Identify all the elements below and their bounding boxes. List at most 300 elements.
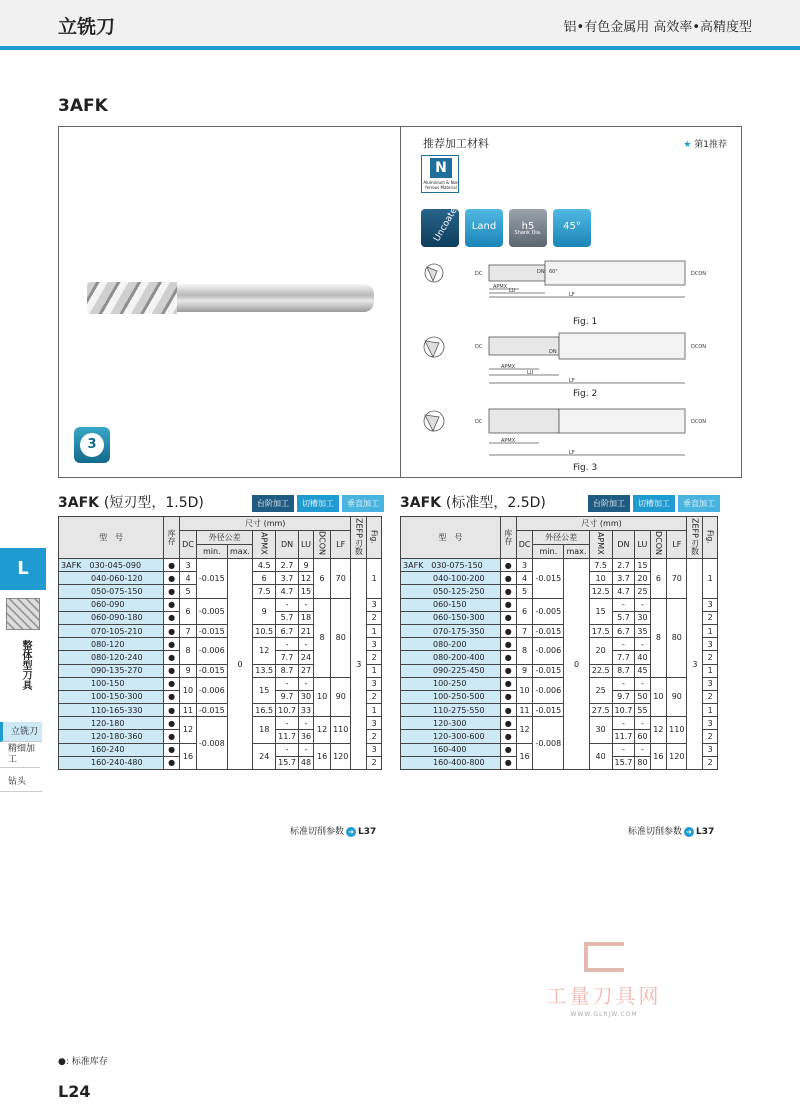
table-row bbox=[59, 677, 382, 690]
fig2-lf-label: LF bbox=[569, 378, 575, 384]
dn-value: 9.7 bbox=[612, 690, 635, 703]
tol-max: 0 bbox=[227, 559, 253, 770]
dn-header-r: DN bbox=[612, 531, 635, 559]
tol-min: -0.015 bbox=[533, 704, 564, 717]
dc-value: 10 bbox=[516, 677, 533, 703]
dn-value: 2.7 bbox=[612, 559, 635, 572]
fig1-lf-label: LF bbox=[569, 292, 575, 298]
lu-value: 36 bbox=[298, 730, 313, 743]
dc-value: 16 bbox=[516, 743, 533, 769]
dc-value: 9 bbox=[516, 664, 533, 677]
material-caption: Aluminium & Non ferrous Material bbox=[423, 180, 459, 190]
first-recommend-text: 第1推荐 bbox=[694, 140, 727, 150]
dn-value: 15.7 bbox=[276, 756, 299, 769]
product-panel bbox=[58, 126, 742, 478]
fig-value: 2 bbox=[703, 690, 718, 703]
dc-value: 5 bbox=[180, 585, 197, 598]
dcon-value: 12 bbox=[314, 717, 331, 743]
right-table-model: 3AFK bbox=[400, 495, 441, 511]
lu-value: 48 bbox=[298, 756, 313, 769]
stock-dot: ● bbox=[500, 730, 516, 743]
dc-value: 6 bbox=[516, 598, 533, 624]
dcon-value: 10 bbox=[650, 677, 667, 717]
model-code: 080-200 bbox=[401, 638, 501, 651]
fig-value: 2 bbox=[703, 651, 718, 664]
fig-value: 3 bbox=[367, 717, 382, 730]
lu-value: 50 bbox=[635, 690, 650, 703]
fig3-apmx-label: APMX bbox=[501, 438, 516, 444]
fig3-dcon-label: DCON bbox=[691, 419, 707, 425]
technical-drawings bbox=[409, 253, 739, 475]
tag-step: 台阶加工 bbox=[252, 495, 294, 512]
model-code: 030-045-090 bbox=[85, 559, 163, 572]
fig-value: 3 bbox=[367, 598, 382, 611]
lu-header: LU bbox=[298, 531, 313, 559]
endmill-shank bbox=[169, 284, 374, 312]
fig1-dcon-label: DCON bbox=[691, 271, 707, 277]
fig1-apmx-label: APMX bbox=[493, 284, 508, 290]
stock-dot: ● bbox=[164, 611, 180, 624]
dn-value: - bbox=[612, 598, 635, 611]
tol-min: -0.006 bbox=[533, 677, 564, 703]
dn-value: 6.7 bbox=[276, 624, 299, 637]
shank-dia-text: Shank Dia. bbox=[514, 230, 542, 236]
apmx-value: 40 bbox=[589, 743, 612, 769]
lf-value: 120 bbox=[667, 743, 687, 769]
std-ref-page: L37 bbox=[358, 827, 377, 837]
std-ref-label-r: 标准切削参数 bbox=[628, 827, 683, 837]
fig1-caption: Fig. 1 bbox=[573, 317, 598, 327]
model-code: 160-240 bbox=[59, 743, 164, 756]
dc-value: 4 bbox=[516, 572, 533, 585]
min-header-r: min. bbox=[533, 545, 564, 559]
fig-value: 2 bbox=[367, 611, 382, 624]
dc-value: 3 bbox=[516, 559, 533, 572]
model-code: 040-100-200 bbox=[401, 572, 501, 585]
apmx-value: 22.5 bbox=[589, 664, 612, 677]
size-header-r: 尺寸 (mm) bbox=[516, 517, 687, 531]
lu-value: 30 bbox=[635, 611, 650, 624]
lu-value: 80 bbox=[635, 756, 650, 769]
model-code: 120-300-600 bbox=[401, 730, 501, 743]
model-code: 160-240-480 bbox=[59, 756, 164, 769]
model-code: 100-250 bbox=[401, 677, 501, 690]
fig2-caption: Fig. 2 bbox=[573, 389, 598, 399]
fig-value: 1 bbox=[703, 664, 718, 677]
page-number: L24 bbox=[58, 1082, 91, 1101]
stock-dot: ● bbox=[164, 730, 180, 743]
stock-dot: ● bbox=[500, 756, 516, 769]
fig-header: Fig. bbox=[367, 517, 382, 559]
fig-value: 3 bbox=[367, 638, 382, 651]
series-name: 3AFK bbox=[401, 559, 428, 572]
flute-count-badge bbox=[74, 427, 110, 463]
dn-value: 7.7 bbox=[612, 651, 635, 664]
lf-value: 70 bbox=[331, 559, 351, 599]
lu-value: 55 bbox=[635, 704, 650, 717]
tol-min: -0.005 bbox=[196, 598, 227, 624]
h5-shank-icon bbox=[509, 209, 547, 247]
lf-value: 110 bbox=[331, 717, 351, 743]
dn-value: 4.7 bbox=[276, 585, 299, 598]
zefp-value: 3 bbox=[687, 559, 703, 770]
land-text: Land bbox=[471, 221, 497, 232]
uncoated-icon bbox=[421, 201, 463, 247]
sidebar-item-drill[interactable]: 钻头 bbox=[0, 772, 42, 792]
dc-value: 11 bbox=[180, 704, 197, 717]
lu-value: - bbox=[298, 677, 313, 690]
dn-value: - bbox=[276, 717, 299, 730]
apmx-value: 10.5 bbox=[253, 624, 276, 637]
stock-dot: ● bbox=[500, 624, 516, 637]
lf-value: 90 bbox=[667, 677, 687, 717]
apmx-value: 4.5 bbox=[253, 559, 276, 572]
sidebar-item-endmill[interactable]: 立铣刀 bbox=[0, 722, 42, 742]
lu-value: 20 bbox=[635, 572, 650, 585]
lf-value: 80 bbox=[667, 598, 687, 677]
apmx-value: 30 bbox=[589, 717, 612, 743]
model-code: 050-125-250 bbox=[401, 585, 501, 598]
table-row bbox=[59, 559, 382, 572]
model-code: 120-180-360 bbox=[59, 730, 164, 743]
stock-dot: ● bbox=[500, 743, 516, 756]
lu-header-r: LU bbox=[635, 531, 650, 559]
left-tags bbox=[252, 495, 384, 512]
tol-min: -0.008 bbox=[533, 717, 564, 770]
dcon-header: DCON bbox=[314, 531, 331, 559]
tol-header: 外径公差 bbox=[196, 531, 252, 545]
right-spec-table bbox=[400, 516, 718, 770]
model-title: 3AFK bbox=[58, 96, 108, 116]
tol-min: -0.015 bbox=[196, 704, 227, 717]
fig2-dn-label: DN bbox=[549, 349, 557, 355]
fig-value: 1 bbox=[703, 559, 718, 599]
lu-value: 35 bbox=[635, 624, 650, 637]
stock-header: 库存 bbox=[164, 517, 180, 559]
stock-dot: ● bbox=[500, 664, 516, 677]
stock-legend: ●: 标准库存 bbox=[58, 1057, 108, 1067]
stock-dot: ● bbox=[164, 572, 180, 585]
stock-dot: ● bbox=[164, 598, 180, 611]
lu-value: 25 bbox=[635, 585, 650, 598]
lf-value: 80 bbox=[331, 598, 351, 677]
dc-value: 11 bbox=[516, 704, 533, 717]
fig-value: 2 bbox=[703, 756, 718, 769]
lu-value: 15 bbox=[635, 559, 650, 572]
fig-value: 1 bbox=[367, 704, 382, 717]
lu-value: - bbox=[635, 743, 650, 756]
fig-header-r: Fig. bbox=[703, 517, 718, 559]
dn-value: 11.7 bbox=[276, 730, 299, 743]
dn-value: - bbox=[276, 638, 299, 651]
lu-value: 24 bbox=[298, 651, 313, 664]
table-row bbox=[401, 559, 718, 572]
dn-value: 11.7 bbox=[612, 730, 635, 743]
watermark-logo-icon bbox=[584, 942, 624, 972]
max-header-r: max. bbox=[564, 545, 590, 559]
lu-value: 18 bbox=[298, 611, 313, 624]
model-code: 060-090-180 bbox=[59, 611, 164, 624]
tol-header-r: 外径公差 bbox=[533, 531, 589, 545]
apmx-header: APMX bbox=[253, 531, 276, 559]
stock-dot: ● bbox=[164, 717, 180, 730]
lu-value: 9 bbox=[298, 559, 313, 572]
dn-value: - bbox=[612, 717, 635, 730]
lu-value: - bbox=[635, 638, 650, 651]
fig2-lu-label: LU bbox=[527, 370, 534, 376]
fig-value: 3 bbox=[367, 743, 382, 756]
fig-value: 2 bbox=[703, 730, 718, 743]
zefp-value: 3 bbox=[351, 559, 367, 770]
tag-plunge: 垂直加工 bbox=[342, 495, 384, 512]
dn-value: - bbox=[612, 677, 635, 690]
std-ref-label: 标准切削参数 bbox=[290, 827, 345, 837]
min-header: min. bbox=[196, 545, 227, 559]
dcon-header-r: DCON bbox=[650, 531, 667, 559]
fig2-apmx-label: APMX bbox=[501, 364, 516, 370]
stock-dot: ● bbox=[500, 651, 516, 664]
model-code: 110-165-330 bbox=[59, 704, 164, 717]
fig-value: 1 bbox=[703, 624, 718, 637]
tol-min: -0.015 bbox=[196, 664, 227, 677]
stock-dot: ● bbox=[500, 559, 516, 572]
star-icon: ★ bbox=[683, 140, 692, 150]
model-code: 070-175-350 bbox=[401, 624, 501, 637]
model-code: 120-300 bbox=[401, 717, 501, 730]
fig1-angle-label: 60° bbox=[549, 269, 558, 275]
dn-value: - bbox=[612, 638, 635, 651]
fig2-dcon-label: DCON bbox=[691, 344, 707, 350]
first-recommend-legend bbox=[683, 137, 727, 150]
uncoated-text: Uncoated bbox=[432, 201, 463, 244]
dc-value: 8 bbox=[180, 638, 197, 664]
dn-value: 8.7 bbox=[612, 664, 635, 677]
dc-value: 4 bbox=[180, 572, 197, 585]
stock-dot: ● bbox=[164, 559, 180, 572]
model-code: 120-180 bbox=[59, 717, 164, 730]
dn-value: - bbox=[276, 743, 299, 756]
model-code: 090-225-450 bbox=[401, 664, 501, 677]
stock-header-r: 库存 bbox=[500, 517, 516, 559]
stock-dot: ● bbox=[500, 572, 516, 585]
lf-value: 90 bbox=[331, 677, 351, 717]
tol-min: -0.008 bbox=[196, 717, 227, 770]
material-symbol: N bbox=[430, 158, 452, 178]
fig-value: 1 bbox=[367, 559, 382, 599]
model-header-r: 型 号 bbox=[401, 517, 501, 559]
fig-value: 3 bbox=[703, 717, 718, 730]
tol-min: -0.006 bbox=[196, 677, 227, 703]
lu-value: - bbox=[635, 677, 650, 690]
right-std-cutting-link[interactable] bbox=[628, 824, 714, 837]
table-row bbox=[59, 717, 382, 730]
endmill-flutes bbox=[87, 282, 177, 314]
stock-dot: ● bbox=[164, 624, 180, 637]
model-code: 050-075-150 bbox=[59, 585, 164, 598]
left-std-cutting-link[interactable] bbox=[290, 824, 376, 837]
dcon-value: 12 bbox=[650, 717, 667, 743]
lu-value: - bbox=[298, 598, 313, 611]
apmx-value: 20 bbox=[589, 638, 612, 664]
fig1-dn-label: DN bbox=[537, 269, 545, 275]
dn-header: DN bbox=[276, 531, 299, 559]
dc-value: 10 bbox=[180, 677, 197, 703]
model-code: 060-150 bbox=[401, 598, 501, 611]
tol-min: -0.006 bbox=[196, 638, 227, 664]
stock-dot: ● bbox=[500, 704, 516, 717]
dcon-value: 8 bbox=[650, 598, 667, 677]
tol-min: -0.015 bbox=[533, 624, 564, 637]
stock-dot: ● bbox=[164, 756, 180, 769]
dn-value: 4.7 bbox=[612, 585, 635, 598]
left-spec-table bbox=[58, 516, 382, 770]
apmx-value: 24 bbox=[253, 743, 276, 769]
dc-header-r: DC bbox=[516, 531, 533, 559]
dn-value: 2.7 bbox=[276, 559, 299, 572]
dcon-value: 16 bbox=[314, 743, 331, 769]
stock-dot: ● bbox=[500, 690, 516, 703]
dn-value: 9.7 bbox=[276, 690, 299, 703]
section-tab-l[interactable]: L bbox=[0, 548, 46, 590]
recommended-material-label: 推荐加工材料 bbox=[423, 137, 489, 150]
dn-value: - bbox=[276, 598, 299, 611]
stock-dot: ● bbox=[500, 677, 516, 690]
apmx-value: 10 bbox=[589, 572, 612, 585]
fig3-caption: Fig. 3 bbox=[573, 463, 598, 473]
fig2-dc-label: DC bbox=[475, 344, 483, 350]
material-n-icon bbox=[421, 155, 459, 193]
dn-value: 10.7 bbox=[276, 704, 299, 717]
dc-value: 9 bbox=[180, 664, 197, 677]
model-code: 100-250-500 bbox=[401, 690, 501, 703]
apmx-value: 6 bbox=[253, 572, 276, 585]
model-code: 080-120 bbox=[59, 638, 164, 651]
fig-value: 3 bbox=[703, 677, 718, 690]
header-subtitle: 铝•有色金属用 高效率•高精度型 bbox=[563, 20, 752, 35]
series-name: 3AFK bbox=[59, 559, 86, 572]
endmill-photo bbox=[87, 279, 377, 317]
apmx-value: 25 bbox=[589, 677, 612, 703]
lu-value: 33 bbox=[298, 704, 313, 717]
stock-dot: ● bbox=[164, 677, 180, 690]
stock-dot: ● bbox=[164, 585, 180, 598]
dc-value: 12 bbox=[180, 717, 197, 743]
stock-dot: ● bbox=[164, 664, 180, 677]
stock-dot: ● bbox=[500, 585, 516, 598]
model-code: 100-150 bbox=[59, 677, 164, 690]
apmx-value: 13.5 bbox=[253, 664, 276, 677]
dn-value: 7.7 bbox=[276, 651, 299, 664]
fig-value: 1 bbox=[367, 664, 382, 677]
max-header: max. bbox=[227, 545, 253, 559]
fig-value: 3 bbox=[367, 677, 382, 690]
dn-value: 15.7 bbox=[612, 756, 635, 769]
tol-min: -0.015 bbox=[196, 624, 227, 637]
fig1-lu-label: LU bbox=[509, 288, 516, 294]
fig-value: 2 bbox=[367, 756, 382, 769]
tol-min: -0.015 bbox=[533, 664, 564, 677]
panel-divider bbox=[400, 127, 401, 477]
dc-value: 6 bbox=[180, 598, 197, 624]
lu-value: 30 bbox=[298, 690, 313, 703]
model-code: 030-075-150 bbox=[427, 559, 500, 572]
lu-value: - bbox=[298, 638, 313, 651]
lu-value: - bbox=[298, 743, 313, 756]
fig2-drawing bbox=[424, 333, 685, 383]
dc-value: 8 bbox=[516, 638, 533, 664]
sidebar-item-finishing[interactable]: 精细加工 bbox=[0, 744, 40, 768]
apmx-value: 17.5 bbox=[589, 624, 612, 637]
stock-dot: ● bbox=[500, 638, 516, 651]
stock-dot: ● bbox=[164, 690, 180, 703]
dc-value: 3 bbox=[180, 559, 197, 572]
fig-value: 1 bbox=[703, 704, 718, 717]
std-ref-page-r: L37 bbox=[696, 827, 715, 837]
right-table-title bbox=[400, 492, 546, 512]
tag-step-r: 台阶加工 bbox=[588, 495, 630, 512]
watermark-url: WWW.GLRJW.COM bbox=[570, 1011, 638, 1018]
dc-value: 7 bbox=[516, 624, 533, 637]
tag-slot: 切槽加工 bbox=[297, 495, 339, 512]
lu-value: 45 bbox=[635, 664, 650, 677]
dcon-value: 6 bbox=[650, 559, 667, 599]
apmx-value: 7.5 bbox=[589, 559, 612, 572]
lf-header-r: LF bbox=[667, 531, 687, 559]
zefp-header-r: ZEFP 刃数 bbox=[687, 517, 703, 559]
dcon-value: 10 bbox=[314, 677, 331, 717]
fig3-drawing bbox=[424, 409, 685, 455]
model-code: 040-060-120 bbox=[59, 572, 164, 585]
right-tags bbox=[588, 495, 720, 512]
header-title: 立铣刀 bbox=[58, 16, 116, 38]
fig1-drawing bbox=[425, 261, 685, 297]
apmx-value: 7.5 bbox=[253, 585, 276, 598]
solid-tool-icon bbox=[6, 598, 40, 630]
model-code: 160-400 bbox=[401, 743, 501, 756]
dn-value: 3.7 bbox=[276, 572, 299, 585]
lu-value: 21 bbox=[298, 624, 313, 637]
model-code: 080-120-240 bbox=[59, 651, 164, 664]
model-code: 080-200-400 bbox=[401, 651, 501, 664]
model-code: 110-275-550 bbox=[401, 704, 501, 717]
zefp-header: ZEFP 刃数 bbox=[351, 517, 367, 559]
tag-plunge-r: 垂直加工 bbox=[678, 495, 720, 512]
left-table-model: 3AFK bbox=[58, 495, 99, 511]
tol-min: -0.005 bbox=[533, 598, 564, 624]
apmx-value: 16.5 bbox=[253, 704, 276, 717]
stock-dot: ● bbox=[164, 743, 180, 756]
apmx-value: 15 bbox=[253, 677, 276, 703]
dc-value: 7 bbox=[180, 624, 197, 637]
dc-value: 5 bbox=[516, 585, 533, 598]
model-code: 070-105-210 bbox=[59, 624, 164, 637]
h5-text: h5 bbox=[521, 221, 535, 232]
flute-count-value: 3 bbox=[80, 433, 104, 457]
apmx-value: 12.5 bbox=[589, 585, 612, 598]
lu-value: 40 bbox=[635, 651, 650, 664]
dn-value: 5.7 bbox=[276, 611, 299, 624]
dcon-value: 16 bbox=[650, 743, 667, 769]
dn-value: 8.7 bbox=[276, 664, 299, 677]
dc-value: 12 bbox=[516, 717, 533, 743]
lu-value: 15 bbox=[298, 585, 313, 598]
table-row bbox=[401, 677, 718, 690]
fig1-dc-label: DC bbox=[475, 271, 483, 277]
apmx-value: 9 bbox=[253, 598, 276, 624]
stock-dot: ● bbox=[164, 638, 180, 651]
tol-min: -0.006 bbox=[533, 638, 564, 664]
lf-value: 120 bbox=[331, 743, 351, 769]
